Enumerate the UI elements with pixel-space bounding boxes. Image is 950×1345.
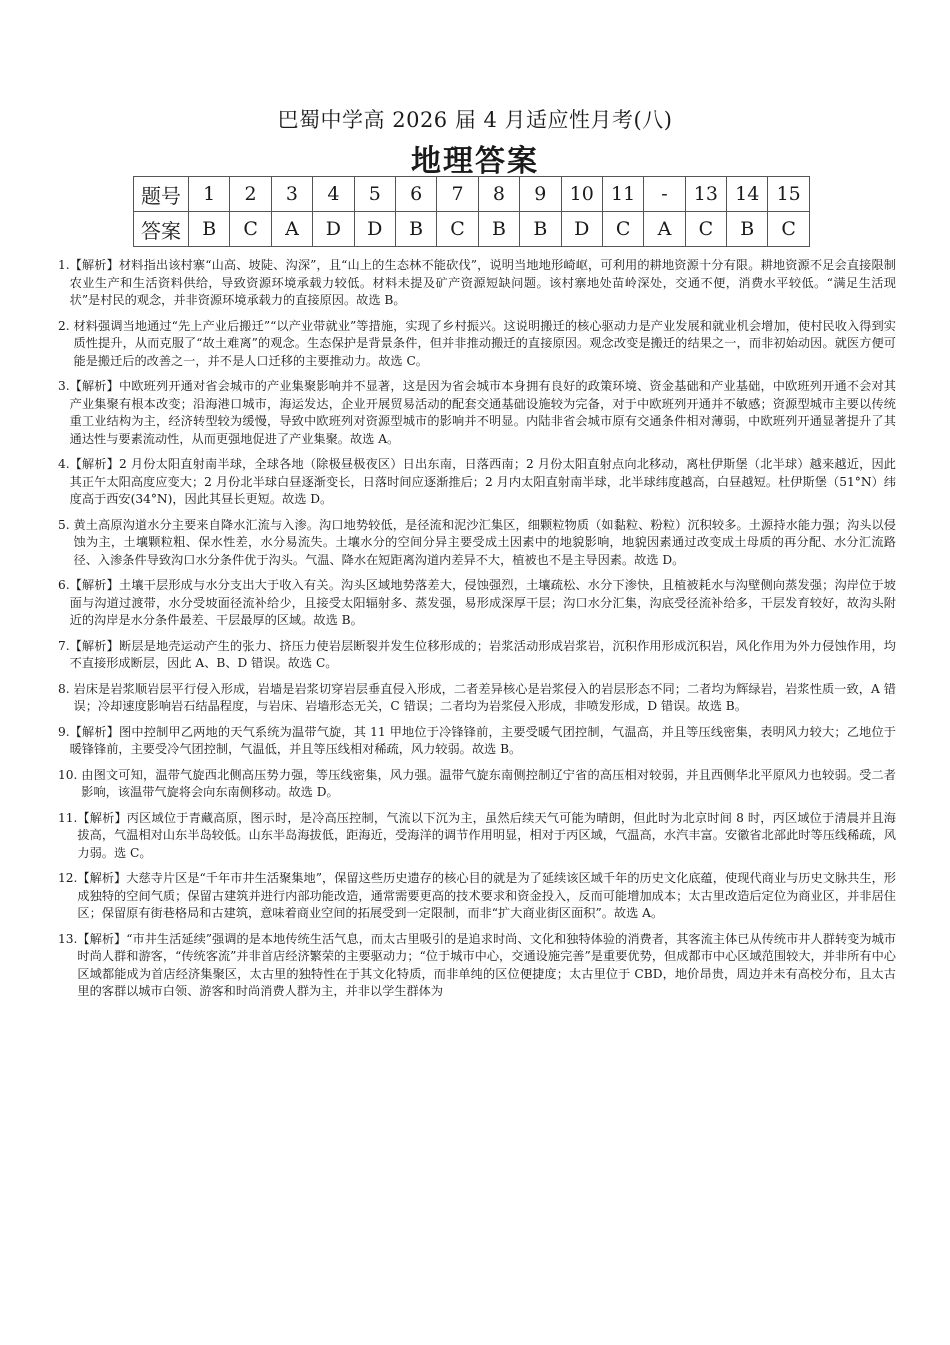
- page-title: 地理答案: [411, 144, 539, 179]
- question-number-cell: 5: [354, 177, 395, 212]
- item-number: 3.: [58, 379, 70, 393]
- explanation-item: [58, 318, 896, 371]
- question-number-row: [134, 177, 810, 212]
- question-number-cell: 6: [395, 177, 436, 212]
- answer-cell: C: [602, 212, 643, 247]
- item-text: 【解析】2 月份太阳直射南半球，全球各地（除极昼极夜区）日出东南，日落西南；2 月份太阳直射点向北移动，离杜伊斯堡（北半球）越来越近，因此其正午太阳高度应变大；2 月份北半球白昼逐渐变长，日落时间应逐渐推后；2 月内太阳直射南半球，北半球纬度越高，白昼越短。杜伊斯堡（51°N）纬度高于西安(34°N)，因此其昼长更短。故选 D。: [69, 457, 896, 506]
- item-number: 13.: [58, 931, 78, 946]
- item-text: 【解析】土壤干层形成与水分支出大于收入有关。沟头区域地势落差大，侵蚀强烈，土壤疏松、水分下渗快，且植被耗水与沟壁侧向蒸发强；沟岸位于坡面与沟道过渡带，水分受坡面径流补给少，且接受太阳辐射多、蒸发强，易形成深厚干层；沟口水分汇集，沟底受径流补给多，干层发育较好，故沟头附近的沟岸是水分条件最差、干层最厚的区域。故选 B。: [69, 578, 896, 627]
- item-text: 黄土高原沟道水分主要来自降水汇流与入渗。沟口地势较低，是径流和泥沙汇集区，细颗粒物质（如黏粒、粉粒）沉积较多。土源持水能力强；沟头以侵蚀为主，土壤颗粒粗、保水性差，水分易流失。土壤水分的空间分异主要受成土因素中的地貌影响，地貌因素通过改变成土母质的再分配、水分汇流路径、入渗条件导致沟口水分条件优于沟头。气温、降水在短距离沟道内差异不大，植被也不是主导因素。故选 D。: [73, 517, 896, 567]
- answer-cell: B: [189, 212, 230, 247]
- answer-cell: A: [271, 212, 312, 247]
- item-number: 2.: [58, 318, 74, 333]
- answer-cell: C: [230, 212, 271, 247]
- answer-cell: D: [313, 212, 354, 247]
- question-number-cell: 14: [727, 177, 768, 212]
- question-number-cell: 11: [602, 177, 643, 212]
- row-label-question-number: 题号: [134, 177, 189, 212]
- answer-row: [134, 212, 810, 247]
- explanation-item: [58, 517, 896, 570]
- item-text: 【解析】丙区域位于青藏高原，图示时，是冷高压控制，气流以下沉为主，虽然后续天气可能为晴朗，但此时为北京时间 8 时，丙区域位于清晨并且海拔高，气温相对山东半岛较低。山东半岛海拔低，距海近，受海洋的调节作用明显，相对于丙区域，气温高，水汽丰富。安徽省北部此时等压线稀疏，风力弱。选 C。: [77, 810, 896, 860]
- question-number-cell: 4: [313, 177, 354, 212]
- exam-title: 巴蜀中学高 2026 届 4 月适应性月考(八): [277, 108, 673, 132]
- item-text: 【解析】断层是地壳运动产生的张力、挤压力使岩层断裂并发生位移形成的；岩浆活动形成岩浆岩，沉积作用形成沉积岩，风化作用为外力侵蚀作用，均不直接形成断层，因此 A、B、D 错误。故选 C。: [69, 638, 896, 670]
- question-number-cell: 10: [561, 177, 602, 212]
- item-text: 【解析】图中控制甲乙两地的天气系统为温带气旋，其 11 甲地位于冷锋锋前，主要受暖气团控制，气温高，并且等压线密集，表明风力较大；乙地位于暖锋锋前，主要受冷气团控制，气温低，并且等压线相对稀疏，风力较弱。故选 B。: [69, 724, 896, 756]
- answer-cell: B: [395, 212, 436, 247]
- explanation-item: [58, 456, 896, 509]
- answer-table: [133, 176, 810, 247]
- question-number-cell: -: [644, 177, 685, 212]
- explanation-item: [58, 931, 896, 1001]
- explanation-item: [58, 638, 896, 673]
- explanation-item: [58, 257, 896, 310]
- answer-cell: D: [354, 212, 395, 247]
- item-number: 7.: [58, 638, 70, 653]
- item-text: 由图文可知，温带气旋西北侧高压势力强，等压线密集，风力强。温带气旋东南侧控制辽宁省的高压相对较弱，并且西侧华北平原风力也较弱。受二者影响，该温带气旋将会向东南侧移动。故选 D。: [81, 767, 896, 799]
- row-label-answer: 答案: [134, 212, 189, 247]
- question-number-cell: 15: [768, 177, 809, 212]
- item-number: 11.: [58, 810, 78, 825]
- item-text: 【解析】大慈寺片区是“千年市井生活聚集地”，保留这些历史遗存的核心目的就是为了延续该区域千年的历史文化底蕴，使现代商业与历史文脉共生，形成独特的空间气质；保留古建筑并进行内部功能改造，通常需要更高的技术要求和资金投入，反而可能增加成本；太古里改造后定位为商业区，并非居住区；保留原有街巷格局和古建筑，意味着商业空间的拓展受到一定限制，而非“扩大商业街区面积”。故选 A。: [77, 871, 896, 920]
- item-number: 12.: [58, 871, 78, 885]
- item-number: 1.: [58, 258, 70, 272]
- answer-cell: B: [520, 212, 561, 247]
- item-text: 【解析】材料指出该村寨“山高、坡陡、沟深”，且“山上的生态林不能砍伐”，说明当地地形崎岖，可利用的耕地资源十分有限。耕地资源不足会直接限制农业生产和生活资料供给，导致资源环境承载力较低。材料未提及矿产资源短缺问题。该村寨地处苗岭深处，交通不便，消费水平较低。“满足生活现状”是村民的观念，并非资源环境承载力的直接原因。故选 B。: [69, 258, 896, 307]
- answer-cell: D: [561, 212, 602, 247]
- item-number: 4.: [58, 457, 70, 471]
- explanation-list: [58, 257, 896, 1009]
- item-number: 6.: [58, 578, 70, 592]
- answer-cell: C: [437, 212, 478, 247]
- question-number-cell: 9: [520, 177, 561, 212]
- item-text: 材料强调当地通过“先上产业后搬迁”“以产业带就业”等措施，实现了乡村振兴。这说明搬迁的核心驱动力是产业发展和就业机会增加，使村民收入得到实质性提升，从而克服了“故土难离”的观念。生态保护是背景条件，但并非推动搬迁的直接原因。观念改变是搬迁的结果之一，而非初始动因。就医方便可能是搬迁后的改善之一，并不是人口迁移的主要推动力。故选 C。: [73, 318, 896, 368]
- item-number: 9.: [58, 724, 70, 739]
- question-number-cell: 1: [189, 177, 230, 212]
- item-number: 8.: [58, 681, 74, 696]
- item-number: 10.: [58, 767, 82, 782]
- explanation-item: [58, 577, 896, 630]
- answer-cell: B: [478, 212, 519, 247]
- explanation-item: [58, 767, 896, 802]
- question-number-cell: 13: [685, 177, 726, 212]
- explanation-item: [58, 810, 896, 863]
- explanation-item: [58, 378, 896, 448]
- item-text: 【解析】“市井生活延续”强调的是本地传统生活气息，而太古里吸引的是追求时尚、文化和独特体验的消费者，其客流主体已从传统市井人群转变为城市时尚人群和游客，“传统客流”并非首店经济繁荣的主要驱动力；“位于城市中心，交通设施完善”是重要优势，但成都市中心区域范围较大，并非所有中心区域都能成为首店经济集聚区，太古里的独特性在于其文化特质，而非单纯的区位便捷度；太古里位于 CBD，地价昂贵，周边并未有高校分布，且太古里的客群以城市白领、游客和时尚消费人群为主，并非以学生群体为: [77, 931, 896, 998]
- item-text: 岩床是岩浆顺岩层平行侵入形成，岩墙是岩浆切穿岩层垂直侵入形成，二者差异核心是岩浆侵入的岩层形态不同；二者均为辉绿岩，岩浆性质一致，A 错误；冷却速度影响岩石结晶程度，与岩床、岩墙形态无关，C 错误；二者均为岩浆侵入形成，非喷发形成，D 错误。故选 B。: [73, 681, 896, 713]
- answer-cell: C: [768, 212, 809, 247]
- question-number-cell: 2: [230, 177, 271, 212]
- item-number: 5.: [58, 517, 74, 532]
- question-number-cell: 3: [271, 177, 312, 212]
- explanation-item: [58, 724, 896, 759]
- question-number-cell: 8: [478, 177, 519, 212]
- answer-cell: B: [727, 212, 768, 247]
- explanation-item: [58, 681, 896, 716]
- item-text: 【解析】中欧班列开通对省会城市的产业集聚影响并不显著，这是因为省会城市本身拥有良好的政策环境、资金基础和产业基础，中欧班列开通不会对其产业集聚有根本改变；沿海港口城市，海运发达，企业开展贸易活动的配套交通基础设施较为完备，对于中欧班列开通并不敏感；资源型城市主要以传统重工业结构为主，经济转型较为缓慢，导致中欧班列对资源型城市的影响并不明显。内陆非省会城市原有交通条件相对薄弱，中欧班列开通显著提升了其通达性与要素流动性，从而更强地促进了产业集聚。故选 A。: [69, 379, 896, 446]
- answer-cell: C: [685, 212, 726, 247]
- answer-cell: A: [644, 212, 685, 247]
- question-number-cell: 7: [437, 177, 478, 212]
- explanation-item: [58, 870, 896, 923]
